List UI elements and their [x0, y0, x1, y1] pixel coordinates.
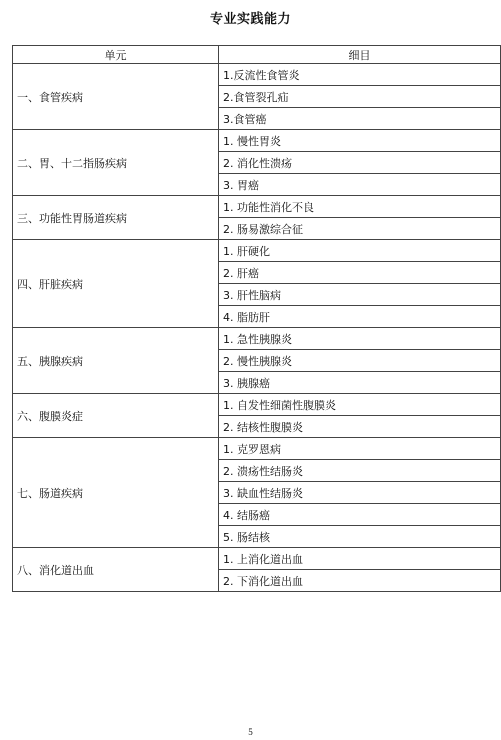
header-details: 细目 — [219, 46, 501, 64]
table-row — [13, 548, 501, 570]
detail-cell: 3. 肝性脑病 — [219, 284, 501, 306]
table-row — [13, 130, 501, 152]
page-number: 5 — [248, 727, 253, 737]
detail-cell: 2. 肠易激综合征 — [219, 218, 501, 240]
detail-cell: 1. 上消化道出血 — [219, 548, 501, 570]
detail-cell: 3. 胰腺癌 — [219, 372, 501, 394]
detail-cell: 2. 肝癌 — [219, 262, 501, 284]
unit-cell: 四、肝脏疾病 — [13, 240, 219, 328]
detail-cell: 1. 肝硬化 — [219, 240, 501, 262]
detail-cell: 2. 下消化道出血 — [219, 570, 501, 592]
table-row — [13, 240, 501, 262]
detail-cell: 2. 消化性溃疡 — [219, 152, 501, 174]
unit-cell: 八、消化道出血 — [13, 548, 219, 592]
header-unit: 单元 — [13, 46, 219, 64]
table-body — [13, 64, 501, 592]
detail-cell: 2. 结核性腹膜炎 — [219, 416, 501, 438]
detail-cell: 5. 肠结核 — [219, 526, 501, 548]
detail-cell: 1. 急性胰腺炎 — [219, 328, 501, 350]
detail-cell: 3. 胃癌 — [219, 174, 501, 196]
detail-cell: 1. 克罗恩病 — [219, 438, 501, 460]
unit-cell: 三、功能性胃肠道疾病 — [13, 196, 219, 240]
detail-cell: 2.食管裂孔疝 — [219, 86, 501, 108]
unit-cell: 二、胃、十二指肠疾病 — [13, 130, 219, 196]
detail-cell: 3. 缺血性结肠炎 — [219, 482, 501, 504]
detail-cell: 4. 结肠癌 — [219, 504, 501, 526]
unit-cell: 六、腹膜炎症 — [13, 394, 219, 438]
detail-cell: 4. 脂肪肝 — [219, 306, 501, 328]
detail-cell: 1.反流性食管炎 — [219, 64, 501, 86]
table-header-row — [13, 46, 501, 64]
unit-cell: 五、胰腺疾病 — [13, 328, 219, 394]
syllabus-table — [12, 45, 501, 592]
table-row — [13, 64, 501, 86]
table-row — [13, 394, 501, 416]
unit-cell: 七、肠道疾病 — [13, 438, 219, 548]
table-row — [13, 438, 501, 460]
detail-cell: 1. 慢性胃炎 — [219, 130, 501, 152]
detail-cell: 2. 溃疡性结肠炎 — [219, 460, 501, 482]
unit-cell: 一、食管疾病 — [13, 64, 219, 130]
detail-cell: 3.食管癌 — [219, 108, 501, 130]
detail-cell: 2. 慢性胰腺炎 — [219, 350, 501, 372]
page-title: 专业实践能力 — [209, 12, 291, 27]
table-row — [13, 328, 501, 350]
table-row — [13, 196, 501, 218]
detail-cell: 1. 功能性消化不良 — [219, 196, 501, 218]
detail-cell: 1. 自发性细菌性腹膜炎 — [219, 394, 501, 416]
